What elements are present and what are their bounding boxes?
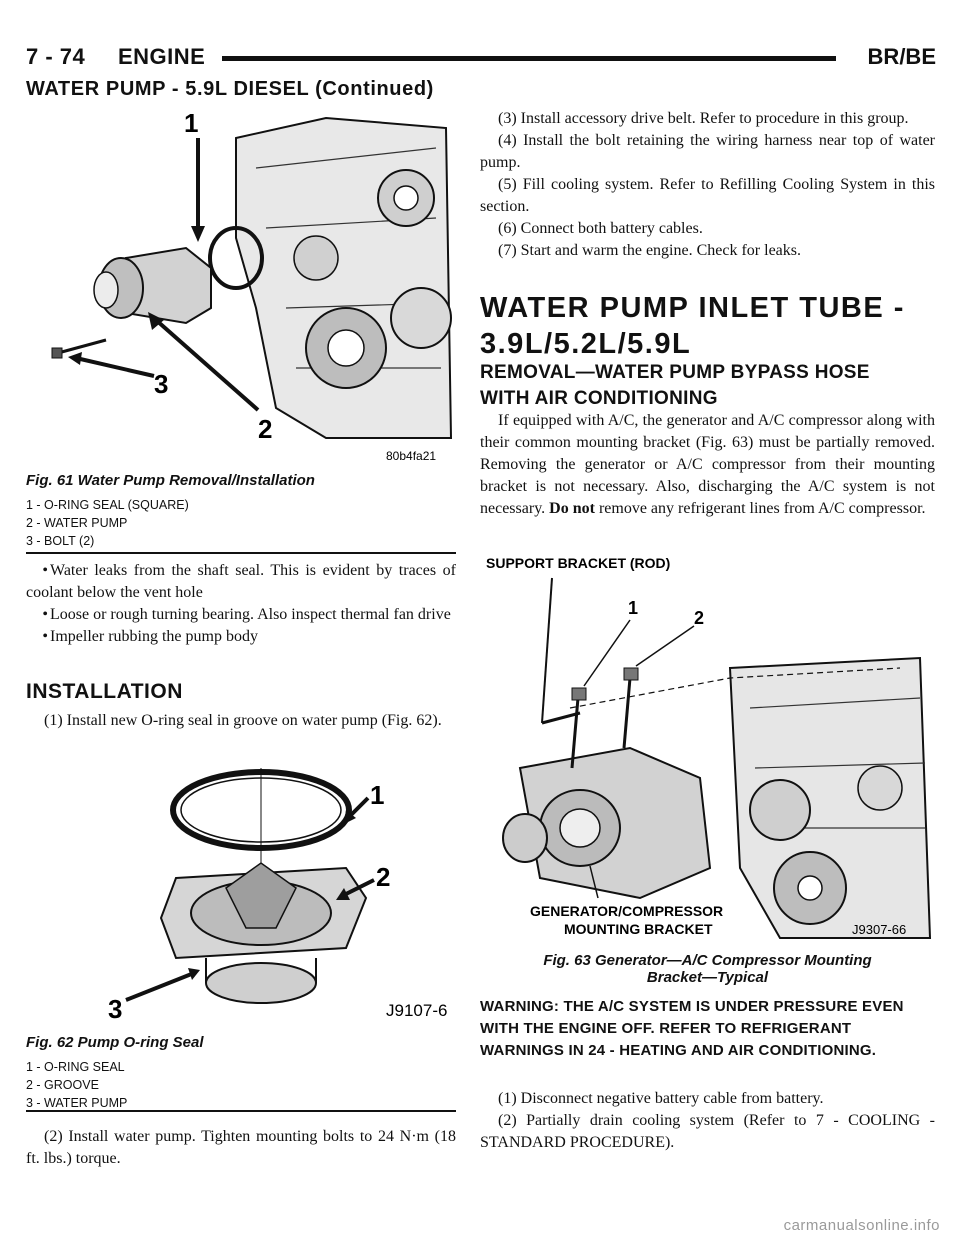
fig63-caption: Fig. 63 Generator—A/C Compressor Mounting Bracket—Typical (543, 952, 872, 986)
fig63-label-bottom-2: MOUNTING BRACKET (564, 921, 713, 937)
fig62-legend-item: 2 - GROOVE (26, 1078, 99, 1092)
fig61-caption: Fig. 61 Water Pump Removal/Installation (26, 472, 315, 489)
step: (1) Disconnect negative battery cable from battery. (498, 1090, 824, 1107)
figure-61 (26, 108, 456, 548)
fig62-legend-item: 1 - O-RING SEAL (26, 1060, 125, 1074)
generator-compressor-bracket-illustration (480, 548, 935, 948)
bullet-item: Water leaks from the shaft seal. This is evident by traces of coolant below the vent hole (26, 562, 456, 601)
fig61-rule (26, 552, 456, 554)
section-name: ENGINE (118, 44, 206, 69)
fig62-code: J9107-6 (386, 1001, 448, 1020)
fig63-label-bottom-1: GENERATOR/COMPRESSOR (530, 903, 724, 919)
fig62-rule (26, 1110, 456, 1112)
left-step-2: (2) Install water pump. Tighten mounting bolts to 24 N·m (18 ft. lbs.) torque. (26, 1128, 456, 1167)
fig63-code: J9307-66 (852, 922, 907, 937)
fig63-callout-1: 1 (628, 598, 639, 618)
removal-steps (480, 1088, 935, 1154)
left-bullets: • Water leaks from the shaft seal. This is evident by traces of coolant below the vent hole • Loose or rough turning bearing. Also inspect thermal fan drive • Impeller rubbing the pump body (26, 562, 456, 645)
figure-63 (480, 548, 935, 988)
right-steps (480, 108, 935, 262)
fig61-legend-item: 1 - O-RING SEAL (SQUARE) (26, 498, 189, 512)
step: (7) Start and warm the engine. Check for leaks. (498, 242, 802, 259)
fig62-legend (26, 1058, 127, 1112)
installation-heading: INSTALLATION (26, 680, 183, 703)
continued-title: WATER PUMP - 5.9L DIESEL (Continued) (26, 78, 434, 100)
figure-62 (26, 768, 456, 1108)
ac-warning: WARNING: THE A/C SYSTEM IS UNDER PRESSURE EVEN WITH THE ENGINE OFF. REFER TO REFRIGERANT WARNINGS IN 24 - HEATING AND AIR CONDITIONING. (480, 998, 904, 1059)
page-number: 7 - 74 (26, 44, 86, 69)
inlet-tube-paragraph: If equipped with A/C, the generator and A/C compressor along with their common mounting bracket (Fig. 63) must be partially removed. Removing the generator or A/C compressor from their mounting bracket is not necessary. Also, discharging the A/C system is not necessary. Do not remove any refrigerant lines from A/C compressor. (480, 412, 935, 517)
installation-step-1: (1) Install new O-ring seal in groove on water pump (Fig. 62). (44, 712, 442, 729)
step: (3) Install accessory drive belt. Refer to procedure in this group. (498, 110, 909, 127)
header-rule (222, 56, 836, 61)
fig63-callout-2: 2 (694, 608, 705, 628)
bullet-item: Impeller rubbing the pump body (50, 628, 258, 645)
fig61-legend (26, 496, 189, 550)
fig61-callout-3: 3 (154, 369, 169, 399)
bypass-hose-subheading: REMOVAL—WATER PUMP BYPASS HOSE WITH AIR CONDITIONING (480, 362, 870, 409)
pump-o-ring-illustration (26, 768, 456, 1030)
page-header (26, 44, 936, 74)
do-not-emphasis: Do not (549, 500, 595, 517)
fig61-legend-item: 2 - WATER PUMP (26, 516, 128, 530)
fig62-caption: Fig. 62 Pump O-ring Seal (26, 1034, 204, 1051)
fig61-callout-1: 1 (184, 108, 199, 138)
fig62-callout-1: 1 (370, 780, 385, 810)
fig62-callout-3: 3 (108, 994, 123, 1024)
bullet-item: Loose or rough turning bearing. Also inspect thermal fan drive (50, 606, 451, 623)
fig62-legend-item: 3 - WATER PUMP (26, 1096, 128, 1110)
step: (2) Partially drain cooling system (Refer to 7 - COOLING - STANDARD PROCEDURE). (480, 1112, 935, 1151)
fig61-legend-item: 3 - BOLT (2) (26, 534, 95, 548)
water-pump-removal-illustration (26, 108, 456, 468)
inlet-tube-heading: WATER PUMP INLET TUBE - 3.9L/5.2L/5.9L (480, 292, 905, 360)
fig63-label-top: SUPPORT BRACKET (ROD) (486, 555, 671, 571)
fig61-code: 80b4fa21 (386, 449, 437, 463)
step: (4) Install the bolt retaining the wiring harness near top of water pump. (480, 132, 935, 171)
site-watermark: carmanualsonline.info (783, 1217, 940, 1234)
step: (5) Fill cooling system. Refer to Refilling Cooling System in this section. (480, 176, 935, 215)
step: (6) Connect both battery cables. (498, 220, 703, 237)
fig61-callout-2: 2 (258, 414, 273, 444)
fig62-callout-2: 2 (376, 862, 391, 892)
model-code: BR/BE (867, 44, 936, 69)
